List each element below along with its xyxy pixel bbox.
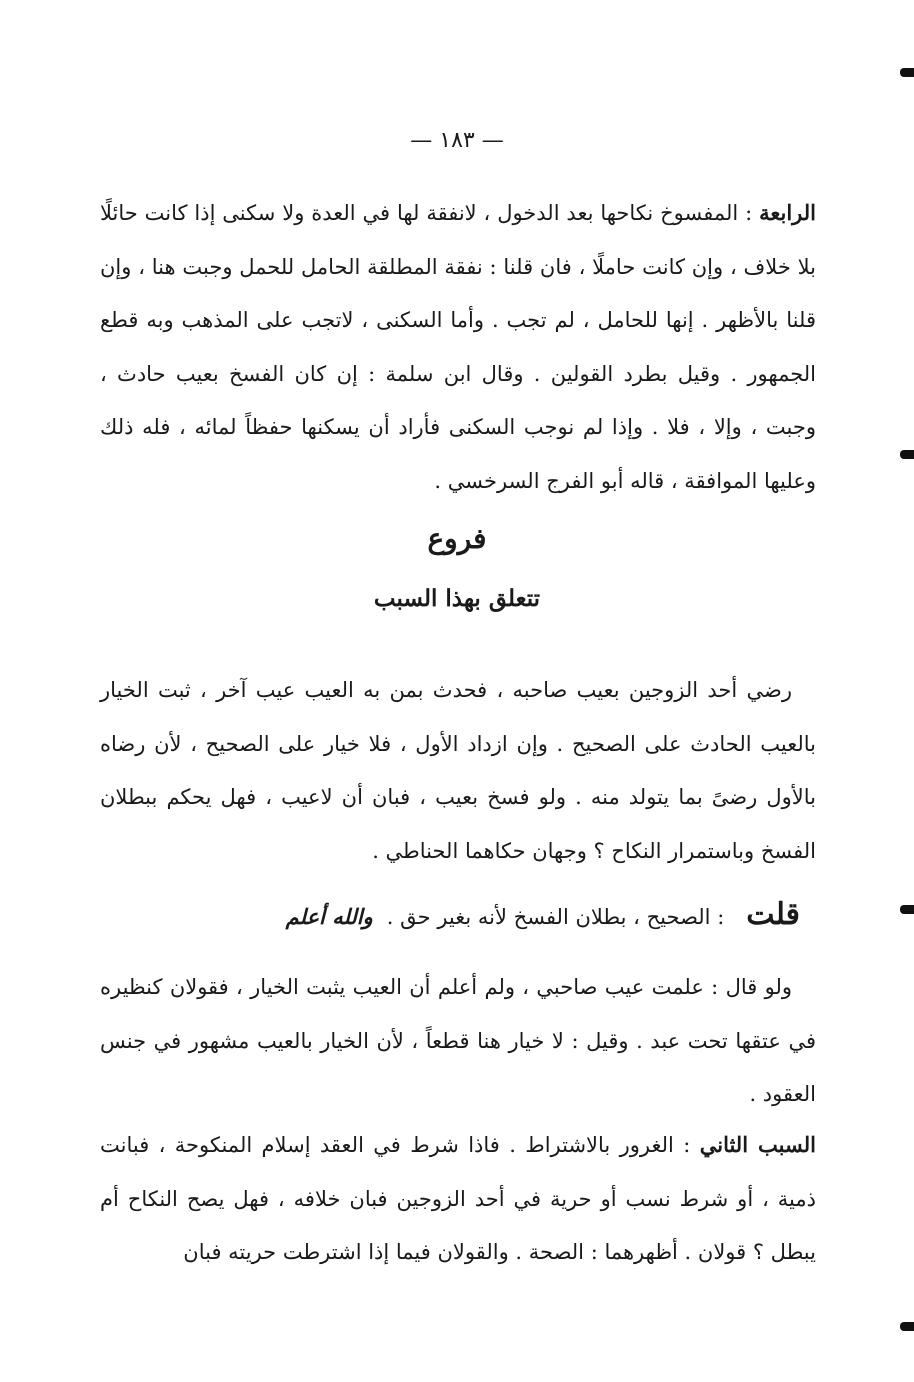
paragraph-text-rida-aib: رضي أحد الزوجين بعيب صاحبه ، فحدث بمن به العيب عيب آخر ، ثبت الخيار بالعيب الحادث على الصحيح . وإن ازداد الأول ، فلا خيار على الصحيح ، لأن رضاه بالأول رضىً بما يتولد منه . ولو فسخ بعيب ، فبان أن لاعيب ، فهل يحكم ببطلان الفسخ وباستمرار النكاح ؟ وجهان حكاهما الحناطي . xyxy=(100,678,816,863)
paragraph-lead-sabab-thani: السبب الثاني xyxy=(699,1132,816,1157)
qult-closing: والله أعلم xyxy=(285,904,373,929)
qult-text: : الصحيح ، بطلان الفسخ لأنه بغير حق . xyxy=(386,905,725,929)
paragraph-ilm-aib xyxy=(100,961,816,1122)
paragraph-rida-aib xyxy=(100,664,816,878)
section-heading-furu: فروع xyxy=(427,522,487,555)
paragraph-lead-rabia: الرابعة xyxy=(759,200,816,225)
scan-edge-mark xyxy=(900,68,914,77)
paragraph-text-sabab-thani: : الغرور بالاشتراط . فاذا شرط في العقد إسلام المنكوحة ، فبانت ذمية ، أو شرط نسب أو حرية في أحد الزوجين فبان خلافه ، فهل يصح النكاح أم يبطل ؟ قولان . أظهرهما : الصحة . والقولان فيما إذا اشترطت حريته فبان xyxy=(100,1133,816,1264)
scan-edge-mark xyxy=(900,450,914,459)
paragraph-text-rabia: : المفسوخ نكاحها بعد الدخول ، لانفقة لها في العدة ولا سكنى إذا كانت حائلًا بلا خلاف ، وإن كانت حاملًا ، فان قلنا : نفقة المطلقة الحامل للحمل وجبت هنا ، وإن قلنا بالأظهر . إنها للحامل ، لم تجب . وأما السكنى ، لاتجب على المذهب وبه قطع الجمهور . وقيل بطرد القولين . وقال ابن سلمة : إن كان الفسخ بعيب حادث ، وجبت ، وإلا ، فلا . وإذا لم نوجب السكنى فأراد أن يسكنها حفظاً لمائه ، فله ذلك وعليها الموافقة ، قاله أبو الفرج السرخسي . xyxy=(100,201,816,493)
paragraph-text-ilm-aib: ولو قال : علمت عيب صاحبي ، ولم أعلم أن العيب يثبت الخيار ، فقولان كنظيره في عتقها تحت عبد . وقيل : لا خيار هنا قطعاً ، لأن الخيار بالعيب مشهور في جنس العقود . xyxy=(100,975,816,1106)
scan-edge-mark xyxy=(900,1322,914,1331)
page-number: — ١٨٣ — xyxy=(410,128,504,153)
section-subheading: تتعلق بهذا السبب xyxy=(373,585,541,612)
qult-lead: قلت xyxy=(746,897,800,932)
scan-edge-mark xyxy=(900,905,914,914)
paragraph-sabab-thani xyxy=(100,1118,816,1280)
paragraph-rabia xyxy=(100,186,816,508)
qult-note xyxy=(200,895,800,937)
